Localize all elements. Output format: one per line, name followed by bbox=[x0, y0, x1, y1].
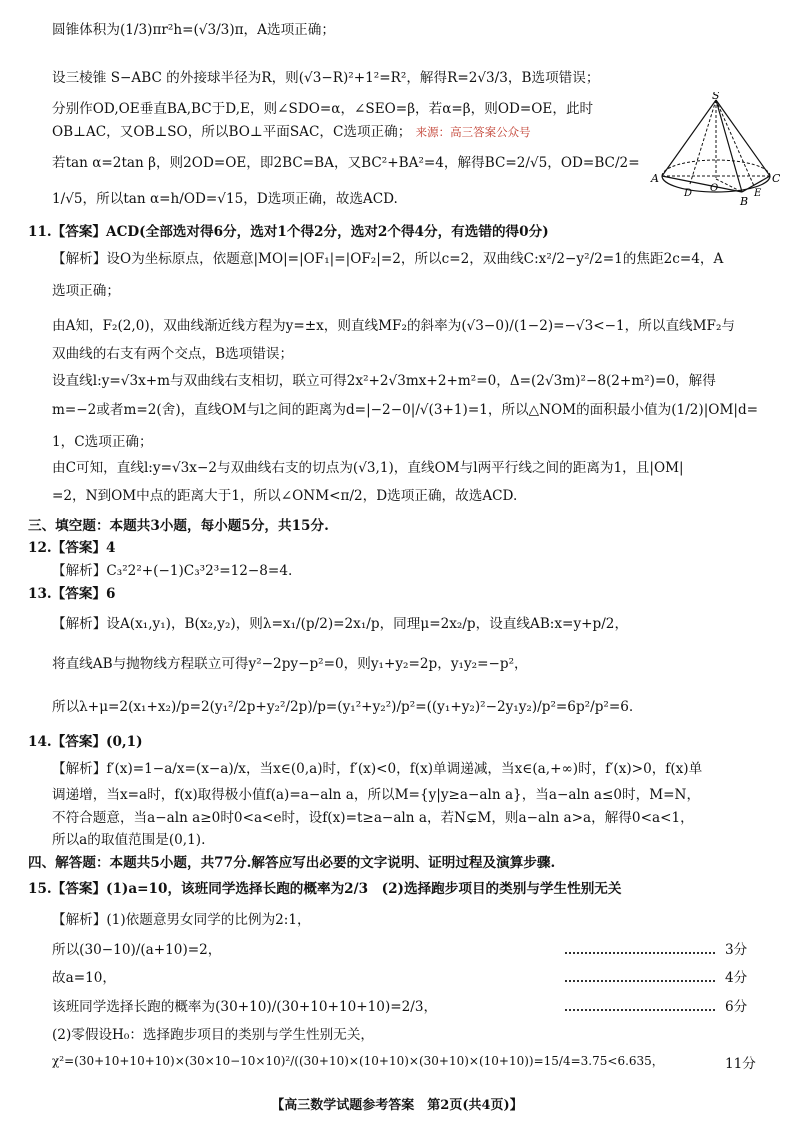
text-line: 调递增，当x=a时，f(x)取得极小值f(a)=a−aln a，所以M={y|y≥a−aln a}，当a−aln a≤0时，M=N， bbox=[52, 787, 701, 803]
section-heading: 四、解答题：本题共5小题，共77分.解答应写出必要的文字说明、证明过程及演算步骤. bbox=[28, 855, 556, 871]
label-B: B bbox=[740, 195, 749, 207]
cone-figure bbox=[650, 92, 780, 207]
text-line: 双曲线的右支有两个交点，B选项错误； bbox=[52, 346, 294, 362]
text-line: 分别作OD,OE垂直BA,BC于D,E，则∠SDO=α，∠SEO=β，若α=β，则OD=OE，此时 bbox=[52, 101, 594, 117]
text-line: 【解析】(1)依题意男女同学的比例为2:1， bbox=[52, 912, 311, 928]
text-line: (2)零假设H₀：选择跑步项目的类别与学生性别无关， bbox=[52, 1027, 375, 1043]
label-S: S bbox=[712, 92, 720, 102]
text-line: 选项正确； bbox=[52, 283, 120, 299]
text-line: 由A知，F₂(2,0)，双曲线渐近线方程为y=±x，则直线MF₂的斜率为(√3−0)/(1−2)=−√3<−1，所以直线MF₂与 bbox=[52, 318, 736, 334]
text-line: 圆锥体积为(1/3)πr²h=(√3/3)π，A选项正确； bbox=[52, 22, 335, 38]
q14-answer: 14.【答案】(0,1) bbox=[28, 734, 143, 750]
text-line: 该班同学选择长跑的概率为(30+10)/(30+10+10+10)=2/3， bbox=[52, 999, 438, 1015]
text-line: 所以a的取值范围是(0,1). bbox=[52, 832, 206, 848]
dot-leader bbox=[565, 952, 715, 954]
text-line: 不符合题意，当a−aln a≥0时0<a<e时，设f(x)=t≥a−aln a，若N⊊M，则a−aln a>a，解得0<a<1， bbox=[52, 810, 694, 826]
q12-answer: 12.【答案】4 bbox=[28, 540, 116, 556]
text-line: 设直线l:y=√3x+m与双曲线右支相切，联立可得2x²+2√3mx+2+m²=0，Δ=(2√3m)²−8(2+m²)=0，解得 bbox=[52, 373, 716, 389]
dot-leader bbox=[565, 980, 715, 982]
label-C: C bbox=[772, 172, 780, 185]
label-A: A bbox=[651, 172, 659, 185]
q13-answer: 13.【答案】6 bbox=[28, 586, 116, 602]
text-line: 若tan α=2tan β，则2OD=OE，即2BC=BA，又BC²+BA²=4，解得BC=2/√5，OD=BC/2= bbox=[52, 155, 640, 171]
text-line: =2，N到OM中点的距离大于1，所以∠ONM<π/2，D选项正确，故选ACD. bbox=[52, 488, 518, 504]
score-mark: 3分 bbox=[725, 942, 748, 958]
page-footer: 【高三数学试题参考答案 第2页(共4页)】 bbox=[271, 1098, 523, 1113]
text-line: 设三棱锥 S−ABC 的外接球半径为R，则(√3−R)²+1²=R²，解得R=2√3/3，B选项错误； bbox=[52, 70, 600, 86]
text-line: χ²=(30+10+10+10)×(30×10−10×10)²/((30+10)×(10+10)×(30+10)×(10+10))=15/4=3.75<6.635， bbox=[52, 1054, 664, 1068]
text-line: 【解析】设O为坐标原点，依题意|MO|=|OF₁|=|OF₂|=2，所以c=2，双曲线C:x²/2−y²/2=1的焦距2c=4，A bbox=[52, 251, 724, 267]
label-O: O bbox=[710, 183, 719, 194]
text-line: 所以(30−10)/(a+10)=2， bbox=[52, 942, 222, 958]
dot-leader bbox=[565, 1009, 715, 1011]
text-line: 【解析】f′(x)=1−a/x=(x−a)/x，当x∈(0,a)时，f′(x)<0，f(x)单调递减，当x∈(a,+∞)时，f′(x)>0，f(x)单 bbox=[52, 761, 703, 777]
score-mark: 4分 bbox=[725, 970, 748, 986]
text-line: 【解析】设A(x₁,y₁)，B(x₂,y₂)，则λ=x₁/(p/2)=2x₁/p，同理μ=2x₂/p，设直线AB:x=y+p/2， bbox=[52, 616, 629, 632]
q15-answer: 15.【答案】(1)a=10，该班同学选择长跑的概率为2/3 (2)选择跑步项目的类别与学生性别无关 bbox=[28, 881, 622, 897]
text-line: 1/√5，所以tan α=h/OD=√15，D选项正确，故选ACD. bbox=[52, 191, 398, 207]
q11-answer: 11.【答案】ACD(全部选对得6分，选对1个得2分，选对2个得4分，有选错的得0分) bbox=[28, 224, 549, 240]
text-line: 由C可知，直线l:y=√3x−2与双曲线右支的切点为(√3,1)，直线OM与l两平行线之间的距离为1，且|OM| bbox=[52, 460, 684, 476]
score-mark: 11分 bbox=[725, 1056, 756, 1072]
section-heading: 三、填空题：本题共3小题，每小题5分，共15分. bbox=[28, 518, 329, 534]
text-line bbox=[52, 120, 531, 140]
text-line: 将直线AB与抛物线方程联立可得y²−2py−p²=0，则y₁+y₂=2p，y₁y₂=−p²， bbox=[52, 656, 528, 672]
text-line: m=−2或者m=2(舍)，直线OM与l之间的距离为d=|−2−0|/√(3+1)=1，所以△NOM的面积最小值为(1/2)|OM|d= bbox=[52, 402, 759, 418]
text-line: 故a=10， bbox=[52, 970, 116, 986]
label-E: E bbox=[754, 188, 762, 199]
label-D: D bbox=[684, 188, 693, 199]
text-span: OB⊥AC，又OB⊥SO，所以BO⊥平面SAC，C选项正确； bbox=[52, 124, 412, 140]
text-line: 【解析】C₃²2²+(−1)C₃³2³=12−8=4. bbox=[52, 563, 293, 579]
score-mark: 6分 bbox=[725, 999, 748, 1015]
text-line: 所以λ+μ=2(x₁+x₂)/p=2(y₁²/2p+y₂²/2p)/p=(y₁²+y₂²)/p²=((y₁+y₂)²−2y₁y₂)/p²=6p²/p²=6. bbox=[52, 699, 634, 715]
source-note: 来源：高三答案公众号 bbox=[415, 125, 531, 139]
text-line: 1，C选项正确； bbox=[52, 434, 153, 450]
